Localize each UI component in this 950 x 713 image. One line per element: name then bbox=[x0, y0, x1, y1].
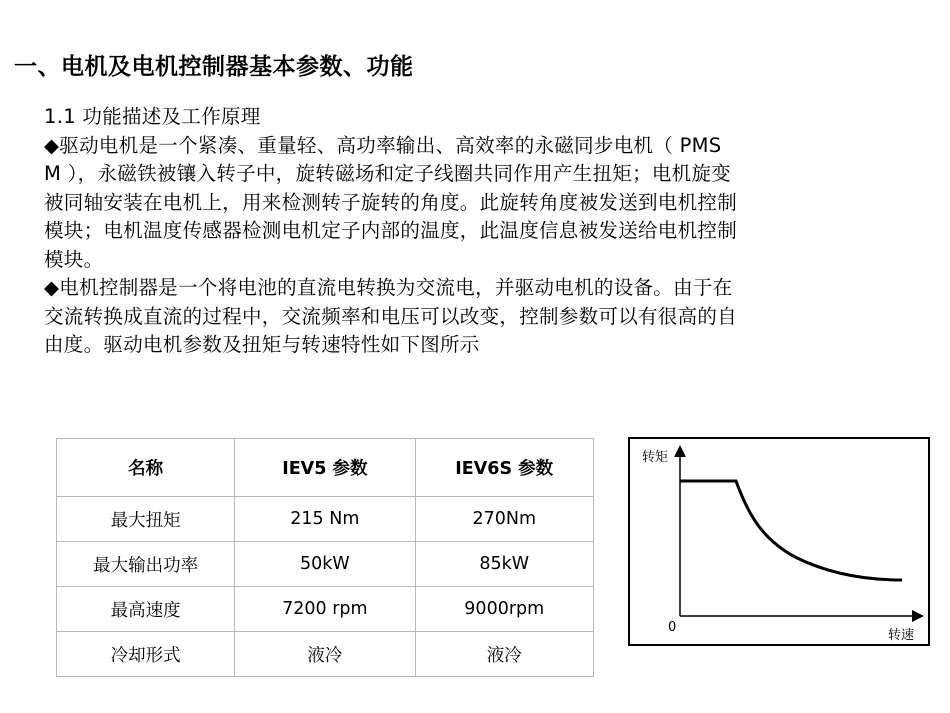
text-line: 交流转换成直流的过程中，交流频率和电压可以改变，控制参数可以有很高的自 bbox=[44, 304, 738, 328]
motor-parameter-table bbox=[56, 438, 594, 677]
table-row bbox=[57, 542, 594, 587]
subsection-title: 1.1 功能描述及工作原理 bbox=[44, 105, 261, 128]
body-text bbox=[44, 103, 884, 360]
text-line: 模块；电机温度传感器检测电机定子内部的温度，此温度信息被发送给电机控制 bbox=[44, 219, 738, 242]
y-axis-label: 转矩 bbox=[642, 450, 669, 465]
text-line: 模块。 bbox=[44, 247, 104, 271]
x-axis-label: 转速 bbox=[888, 628, 915, 643]
table-cell: 9000rpm bbox=[415, 587, 594, 632]
table-header-row bbox=[57, 439, 594, 497]
table-cell: 215 Nm bbox=[235, 497, 415, 542]
text-line: ◆驱动电机是一个紧凑、重量轻、高功率输出、高效率的永磁同步电机（ PMS bbox=[44, 133, 722, 157]
header-cell: IEV5 参数 bbox=[235, 439, 415, 497]
table-cell: 液冷 bbox=[235, 632, 415, 677]
text-line: ◆电机控制器是一个将电池的直流电转换为交流电，并驱动电机的设备。由于在 bbox=[44, 276, 733, 299]
table-cell: 50kW bbox=[235, 542, 415, 587]
table-cell: 最大扭矩 bbox=[57, 497, 235, 542]
torque-speed-svg bbox=[630, 439, 928, 644]
table-cell: 液冷 bbox=[415, 632, 594, 677]
table-cell: 冷却形式 bbox=[57, 632, 235, 677]
table-cell: 最高速度 bbox=[57, 587, 235, 632]
torque-speed-diagram bbox=[628, 437, 930, 646]
header-cell: 名称 bbox=[57, 439, 235, 497]
table-cell: 最大输出功率 bbox=[57, 542, 235, 587]
table-cell: 270Nm bbox=[415, 497, 594, 542]
table-cell: 85kW bbox=[415, 542, 594, 587]
torque-curve bbox=[680, 481, 902, 580]
section-heading: 一、电机及电机控制器基本参数、功能 bbox=[14, 54, 414, 80]
table-row bbox=[57, 587, 594, 632]
text-line: M ），永磁铁被镶入转子中，旋转磁场和定子线圈共同作用产生扭矩；电机旋变 bbox=[44, 162, 732, 185]
table-row bbox=[57, 632, 594, 677]
text-line: 由度。驱动电机参数及扭矩与转速特性如下图所示 bbox=[44, 333, 480, 356]
table-cell: 7200 rpm bbox=[235, 587, 415, 632]
text-line: 被同轴安装在电机上，用来检测转子旋转的角度。此旋转角度被发送到电机控制 bbox=[44, 190, 738, 214]
origin-label: 0 bbox=[668, 620, 677, 635]
table-row bbox=[57, 497, 594, 542]
header-cell: IEV6S 参数 bbox=[415, 439, 594, 497]
